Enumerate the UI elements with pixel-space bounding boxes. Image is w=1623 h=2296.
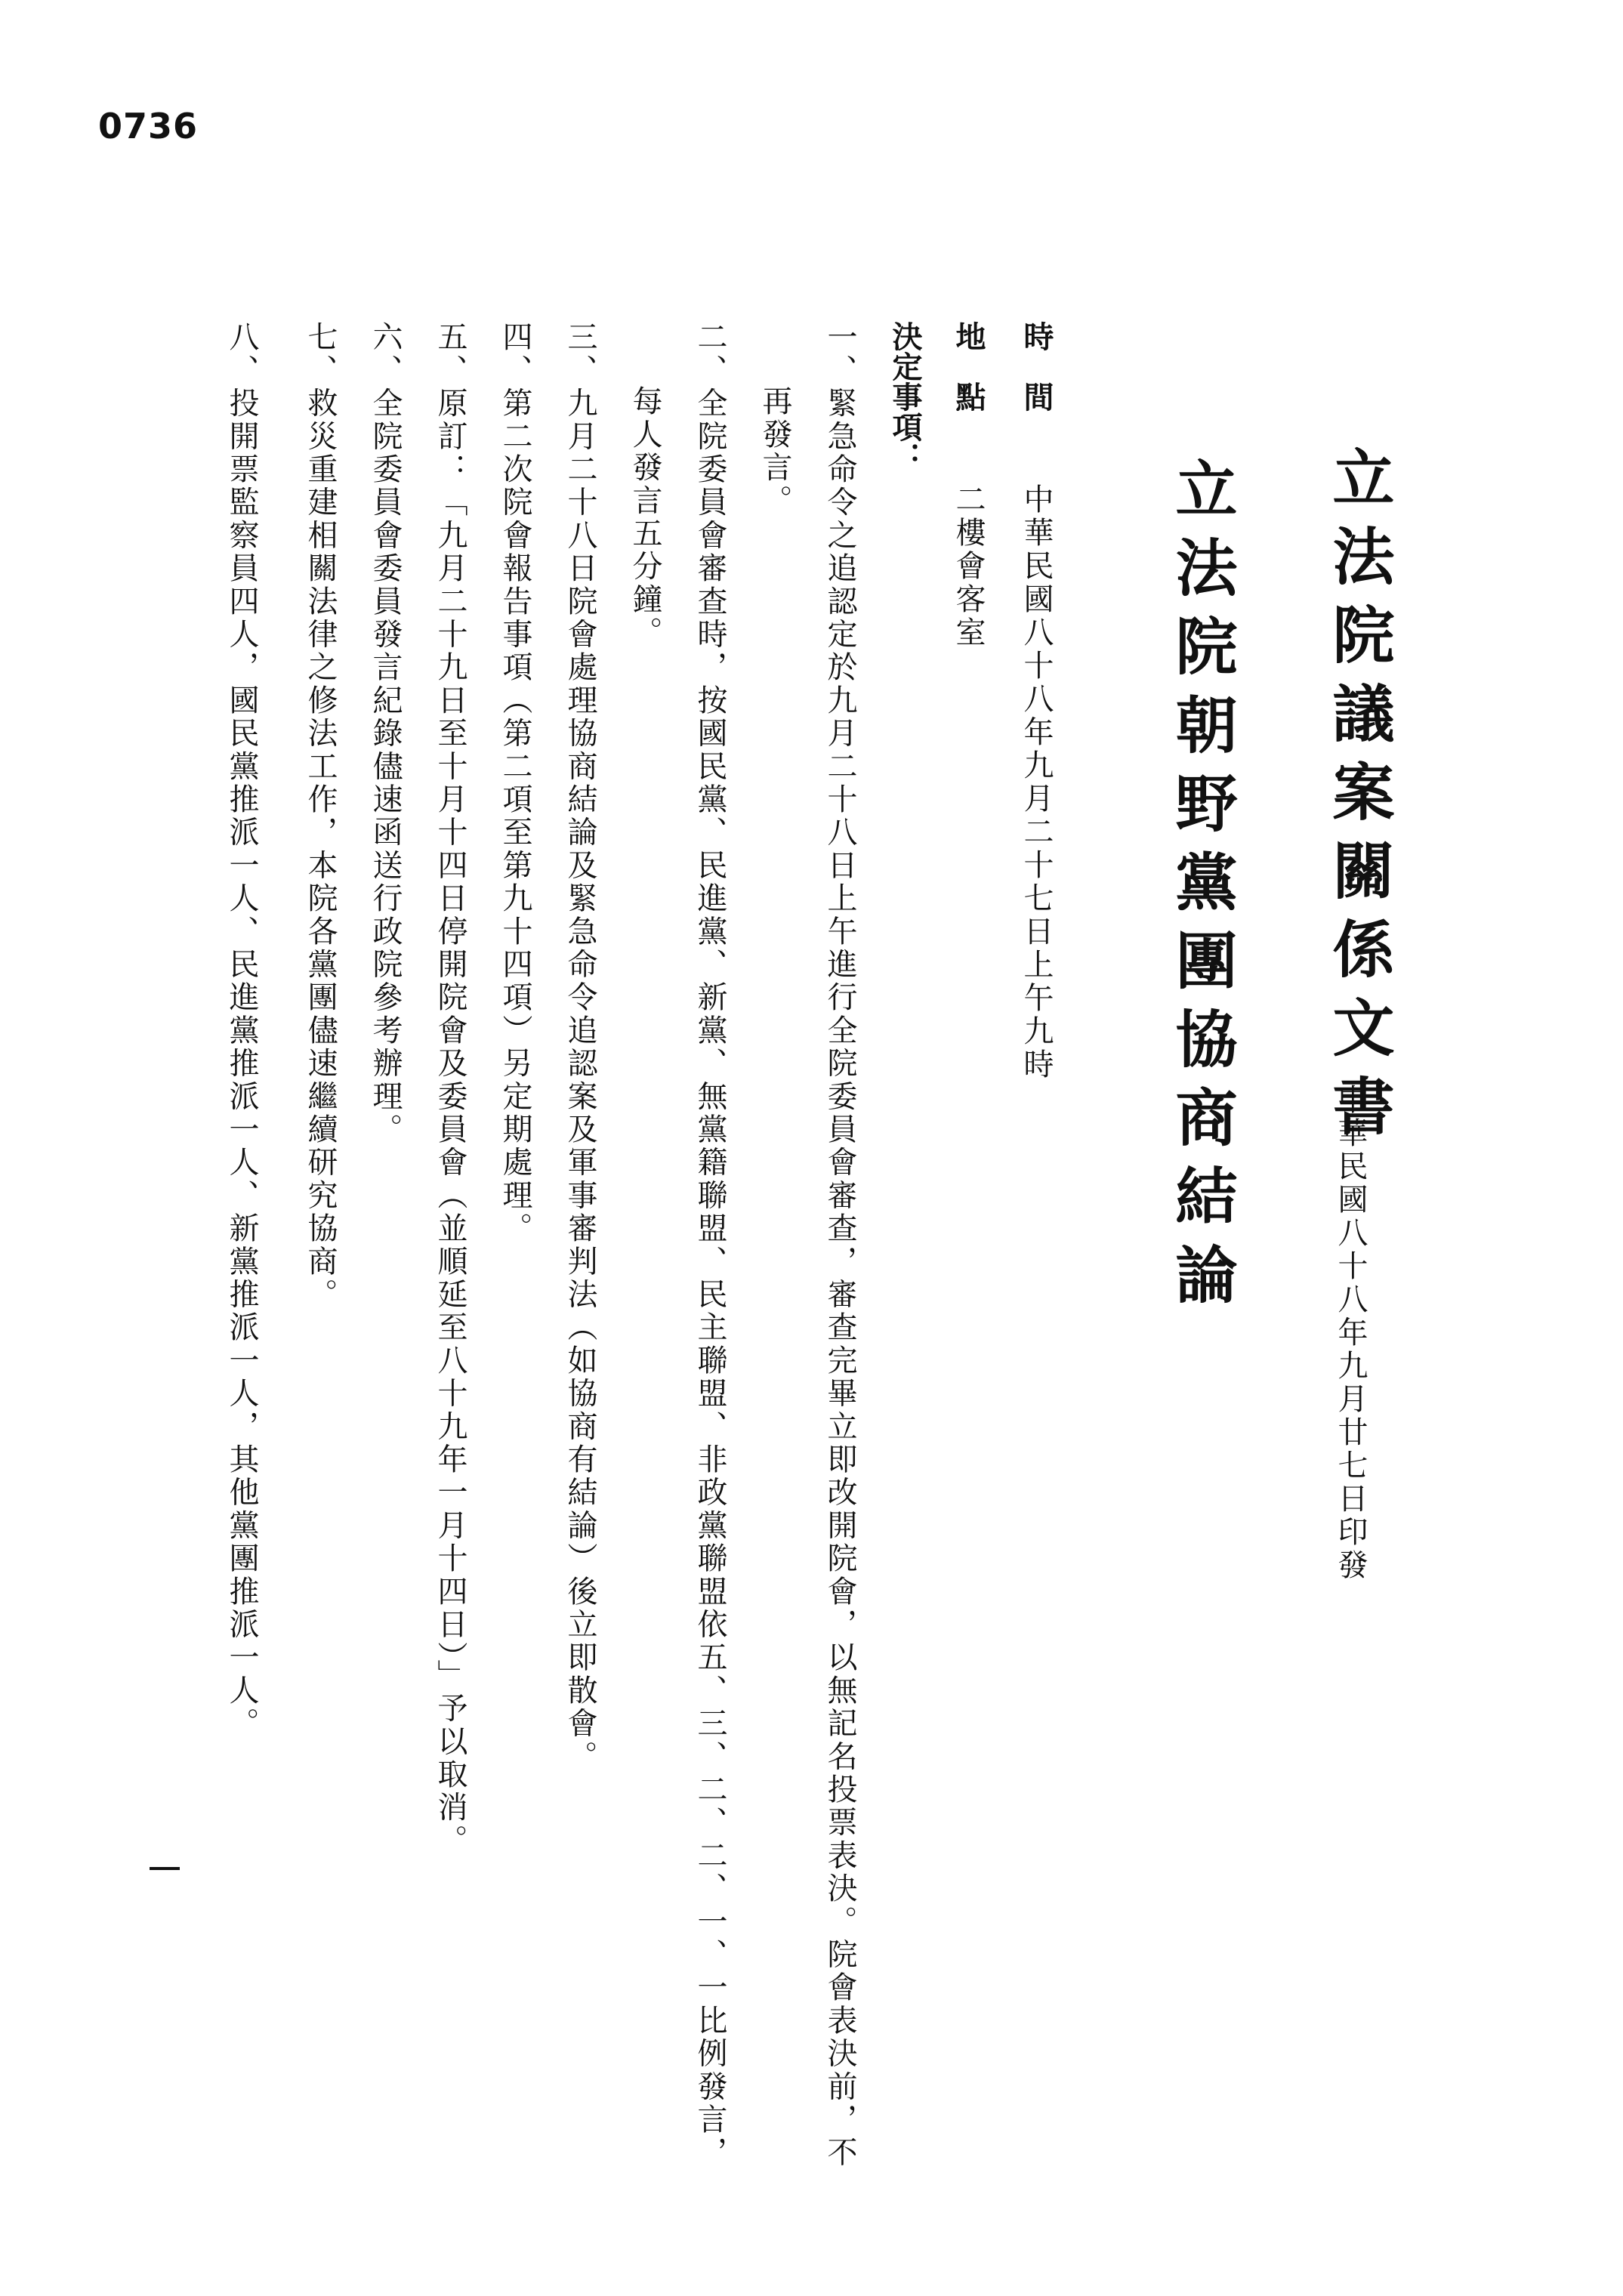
decision-item-1: 一、緊急命令之追認定於九月二十八日上午進行全院委員會審查，審查完畢立即改開院會，以無記名投票表決。院會表決前，不 <box>822 321 857 2170</box>
issue-date: 中華民國八十八年九月廿七日印發 <box>1333 1084 1368 1582</box>
footer-page-marker <box>150 1843 195 1888</box>
time-label: 時 間 <box>1019 321 1054 412</box>
page-number: 0736 <box>98 106 199 147</box>
decision-item-1-cont: 再發言。 <box>758 385 792 517</box>
decision-item-7: 七、救災重建相關法律之修法工作，本院各黨團儘速繼續研究協商。 <box>303 321 338 1311</box>
decision-item-2-cont: 每人發言五分鐘。 <box>628 385 662 650</box>
place-label: 地 點 <box>951 321 986 412</box>
place-value: 二樓會客室 <box>951 483 986 650</box>
decision-item-5: 五、原訂：「九月二十九日至十月十四日停開院會及委員會（並順延至八十九年一月十四日）」予以取消。 <box>433 321 467 1857</box>
decision-item-3: 三、九月二十八日院會處理協商結論及緊急命令追認案及軍事審判法（如協商有結論）後立即散會。 <box>563 321 597 1773</box>
decisions-label: 決定事項： <box>887 321 922 472</box>
series-title: 立法院議案關係文書 <box>1322 446 1395 1153</box>
decision-item-8: 八、投開票監察員四人，國民黨推派一人、民進黨推派一人、新黨推派一人，其他黨團推派一人。 <box>224 321 259 1741</box>
footer-page-marker-stroke <box>150 1867 180 1870</box>
time-value: 中華民國八十八年九月二十七日上午九時 <box>1019 483 1054 1082</box>
decision-item-6: 六、全院委員會委員發言紀錄儘速函送行政院參考辦理。 <box>368 321 403 1146</box>
decision-item-2: 二、全院委員會審查時，按國民黨、民進黨、新黨、無黨籍聯盟、民主聯盟、非政黨聯盟依五、三、二、二、一、一比例發言， <box>693 321 727 2170</box>
decision-item-4: 四、第二次院會報告事項（第二項至第九十四項）另定期處理。 <box>498 321 532 1245</box>
document-title: 立法院朝野黨團協商結論 <box>1165 457 1238 1321</box>
